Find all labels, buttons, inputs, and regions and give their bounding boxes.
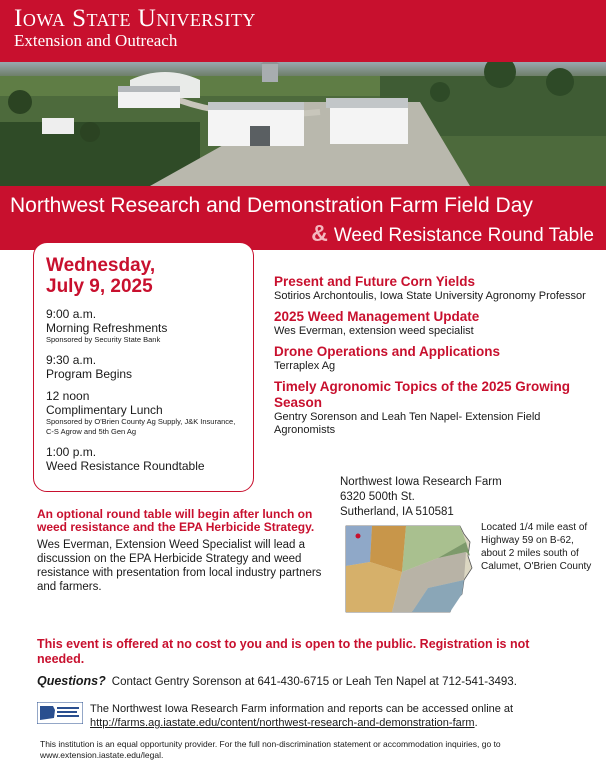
- location-note: Located 1/4 mile east of Highway 59 on B-62, about 2 miles south of Calumet, O'Brien County: [481, 522, 592, 572]
- university-name: Iowa State University: [14, 5, 256, 32]
- schedule-item: [46, 307, 243, 345]
- event-subtitle: [311, 222, 594, 247]
- talk-item: [274, 379, 594, 437]
- header-banner: [0, 0, 606, 62]
- talk-speaker: Sotirios Archontoulis, Iowa State University Agronomy Professor: [274, 290, 586, 302]
- farm-website-link[interactable]: http://farms.ag.iastate.edu/content/northwest-research-and-demonstration-farm: [90, 717, 475, 729]
- farm-city: Sutherland, IA 510581: [340, 506, 454, 518]
- event-subtitle-text: Weed Resistance Round Table: [333, 225, 594, 246]
- talk-title: 2025 Weed Management Update: [274, 309, 480, 324]
- farm-location-marker: [356, 534, 361, 539]
- extension-unit: Extension and Outreach: [14, 31, 178, 50]
- event-title: Northwest Research and Demonstration Farm Field Day: [10, 194, 533, 217]
- schedule-label: Program Begins: [46, 367, 133, 381]
- event-date-weekday: Wednesday,: [46, 255, 156, 276]
- schedule-item: [46, 445, 243, 473]
- cost-note: This event is offered at no cost to you and is open to the public. Registration is not needed.: [37, 637, 530, 666]
- schedule-label: Complimentary Lunch: [46, 403, 163, 417]
- questions-label: Questions?: [37, 674, 106, 688]
- ampersand: &: [311, 220, 328, 246]
- talk-item: [274, 344, 594, 373]
- event-title-band: [0, 186, 606, 250]
- talk-title: Timely Agronomic Topics of the 2025 Growing Season: [274, 379, 571, 410]
- schedule-box: [33, 242, 254, 492]
- schedule-time: 1:00 p.m.: [46, 445, 97, 459]
- nondiscrimination-footer: This institution is an equal opportunity provider. For the full non-discrimination statement or accommodation inquiries, go to www.extension.iastate.edu/legal.: [40, 739, 501, 760]
- schedule-label: Morning Refreshments: [46, 321, 168, 335]
- schedule-time: 12 noon: [46, 389, 90, 403]
- farm-building-small: [42, 118, 74, 134]
- schedule-item: [46, 389, 243, 437]
- farm-aerial-photo: [0, 62, 606, 186]
- roundtable-body: Wes Everman, Extension Weed Specialist will lead a discussion on the EPA Herbicide Strategy and weed resistance with presentation from local industry partners and farmers.: [37, 539, 322, 593]
- talk-speaker: Terraplex Ag: [274, 360, 336, 372]
- grain-bin: [260, 62, 280, 82]
- talk-title: Drone Operations and Applications: [274, 344, 501, 359]
- talk-speaker: Gentry Sorenson and Leah Ten Napel- Extension Field Agronomists: [274, 411, 541, 436]
- farm-name: Northwest Iowa Research Farm: [340, 476, 502, 488]
- talks-list: [274, 274, 594, 443]
- talk-title: Present and Future Corn Yields: [274, 274, 476, 289]
- info-url-suffix: .: [474, 717, 478, 729]
- farm-street: 6320 500th St.: [340, 491, 415, 503]
- talk-item: [274, 309, 594, 338]
- roundtable-heading: An optional round table will begin after lunch on weed resistance and the EPA Herbicide Strategy.: [37, 507, 315, 534]
- talk-item: [274, 274, 594, 303]
- questions-line: [37, 674, 597, 689]
- talk-speaker: Wes Everman, extension weed specialist: [274, 325, 474, 337]
- schedule-time: 9:00 a.m.: [46, 307, 97, 321]
- farm-building-shed: [118, 86, 180, 108]
- schedule-item: [46, 353, 243, 381]
- nirea-logo: [37, 702, 83, 724]
- info-text: [90, 702, 600, 730]
- contact-text: Contact Gentry Sorenson at 641-430-6715 or Leah Ten Napel at 712-541-3493.: [111, 676, 517, 688]
- event-date: [46, 255, 243, 297]
- farm-address: [340, 475, 502, 520]
- iowa-map: [342, 522, 473, 614]
- schedule-time: 9:30 a.m.: [46, 353, 97, 367]
- schedule-label: Weed Resistance Roundtable: [46, 459, 205, 473]
- info-description: The Northwest Iowa Research Farm information and reports can be accessed online at: [90, 703, 514, 715]
- schedule-sponsor: Sponsored by O'Brien County Ag Supply, J&K Insurance, C-S Agrow and 5th Gen Ag: [46, 417, 236, 436]
- event-date-day: July 9, 2025: [46, 276, 153, 297]
- schedule-sponsor: Sponsored by Security State Bank: [46, 335, 161, 344]
- roundtable-section: [37, 508, 327, 594]
